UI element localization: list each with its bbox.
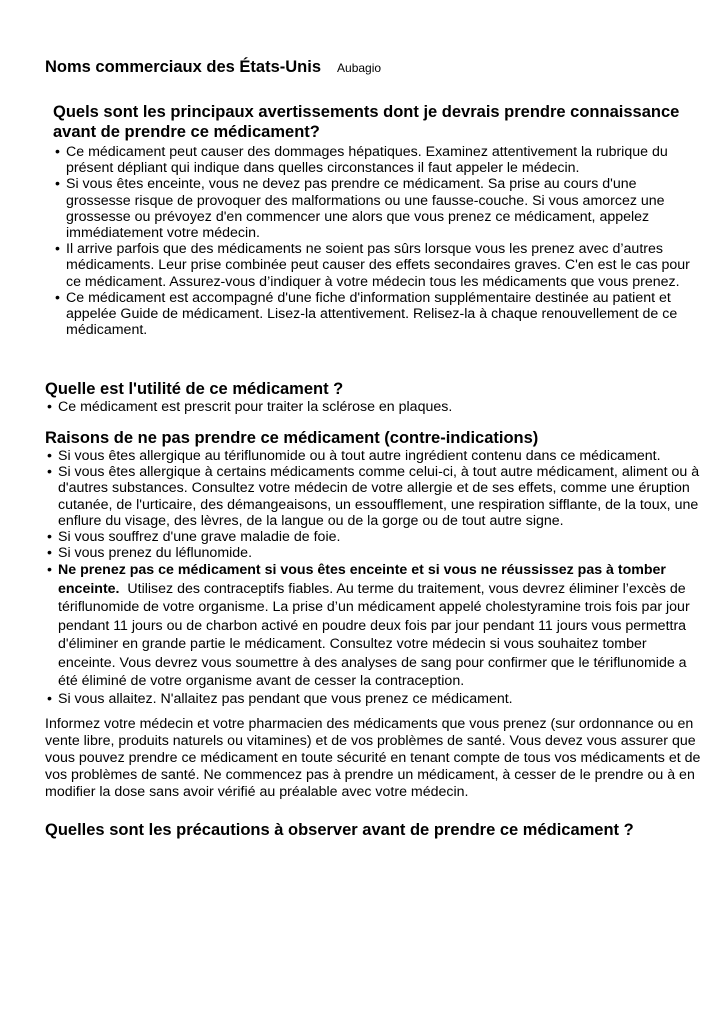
list-item: • Ce médicament est prescrit pour traiter la sclérose en plaques.: [45, 399, 705, 415]
brand-name-value: Aubagio: [337, 61, 382, 75]
warnings-heading: Quels sont les principaux avertissements dont je devrais prendre connaissance avant de prendre ce médicament?: [53, 103, 680, 141]
list-item: • Si vous êtes allergique au tériflunomide ou à tout autre ingrédient contenu dans ce médicament.: [45, 448, 705, 464]
list-item: • Il arrive parfois que des médicaments ne soient pas sûrs lorsque vous les prenez avec d’autres médicaments. Leur prise combinée peut causer des effets secondaires graves. C'en est le cas pour ce médicament. Assurez-vous d’indiquer à votre médecin tous les médicaments que vous prenez.: [53, 241, 703, 290]
list-item: • Ce médicament est accompagné d'une fiche d'information supplémentaire destinée au patient et appelée Guide de médicament. Lisez-la attentivement. Relisez-la à chaque renouvellement de ce médicament.: [53, 290, 703, 339]
pregnancy-list-item: [45, 561, 705, 691]
warnings-section: [53, 102, 703, 338]
pregnancy-warning-bold: Ne prenez pas ce médicament si vous êtes enceinte et si vous ne réussissez pas à tomber enceinte.: [58, 562, 666, 597]
precautions-heading: Quelles sont les précautions à observer avant de prendre ce médicament ?: [45, 821, 634, 839]
contraindications-list: [45, 448, 705, 707]
brand-names-row: [45, 58, 381, 77]
utility-section: [45, 379, 705, 415]
utility-heading: Quelle est l'utilité de ce médicament ?: [45, 380, 344, 398]
contraindications-section: [45, 428, 705, 707]
list-item: • Si vous êtes allergique à certains médicaments comme celui-ci, à tout autre médicament, aliment ou à d'autres substances. Consultez votre médecin de votre allergie et de ses effets, comme une éruption cutanée, de l'urticaire, des démangeaisons, un essoufflement, une respiration sifflante, de la toux, une enflure du visage, des lèvres, de la langue ou de la gorge ou de tout autre signe.: [45, 464, 705, 529]
warnings-list: [53, 144, 703, 338]
inform-paragraph: Informez votre médecin et votre pharmacien des médicaments que vous prenez (sur ordonnance ou en vente libre, produits naturels ou vitamines) et de vos problèmes de santé. Vous devez vous assurer que vous pouvez prendre ce médicament en toute sécurité en tenant compte de tous vos médicaments et de vos problèmes de santé. Ne commencez pas à prendre un médicament, à cesser de le prendre ou à en modifier la dose sans avoir vérifié au préalable avec votre médecin.: [45, 716, 701, 800]
contraindications-heading: Raisons de ne pas prendre ce médicament (contre-indications): [45, 429, 539, 447]
list-item: • Si vous êtes enceinte, vous ne devez pas prendre ce médicament. Sa prise au cours d'une grossesse risque de provoquer des malformations ou une fausse-couche. Si vous amorcez une grossesse ou prévoyez d'en commencer une alors que vous prenez ce médicament, appelez immédiatement votre médecin.: [53, 176, 703, 241]
list-item: • Si vous souffrez d'une grave maladie de foie.: [45, 529, 705, 545]
utility-list: [45, 399, 705, 415]
pregnancy-warning-text: Utilisez des contraceptifs fiables. Au terme du traitement, vous devrez éliminer l’excès de tériflunomide de votre organisme. La prise d’un médicament appelé cholestyramine trois fois par jour pendant 11 jours ou de charbon activé en poudre deux fois par jour pendant 11 jours vous permettra d'éliminer en grande partie le médicament. Consultez votre médecin si vous souhaitez tomber enceinte. Vous devrez vous soumettre à des analyses de sang pour confirmer que le tériflunomide a été éliminé de votre organisme avant de cesser la contraception.: [58, 580, 690, 690]
list-item: • Ce médicament peut causer des dommages hépatiques. Examinez attentivement la rubrique du présent dépliant qui indique dans quelles circonstances il faut appeler le médecin.: [53, 144, 703, 176]
list-item: • Si vous prenez du léflunomide.: [45, 545, 705, 561]
brand-names-label: Noms commerciaux des États-Unis: [45, 58, 322, 76]
list-item: • Si vous allaitez. N'allaitez pas pendant que vous prenez ce médicament.: [45, 691, 705, 707]
